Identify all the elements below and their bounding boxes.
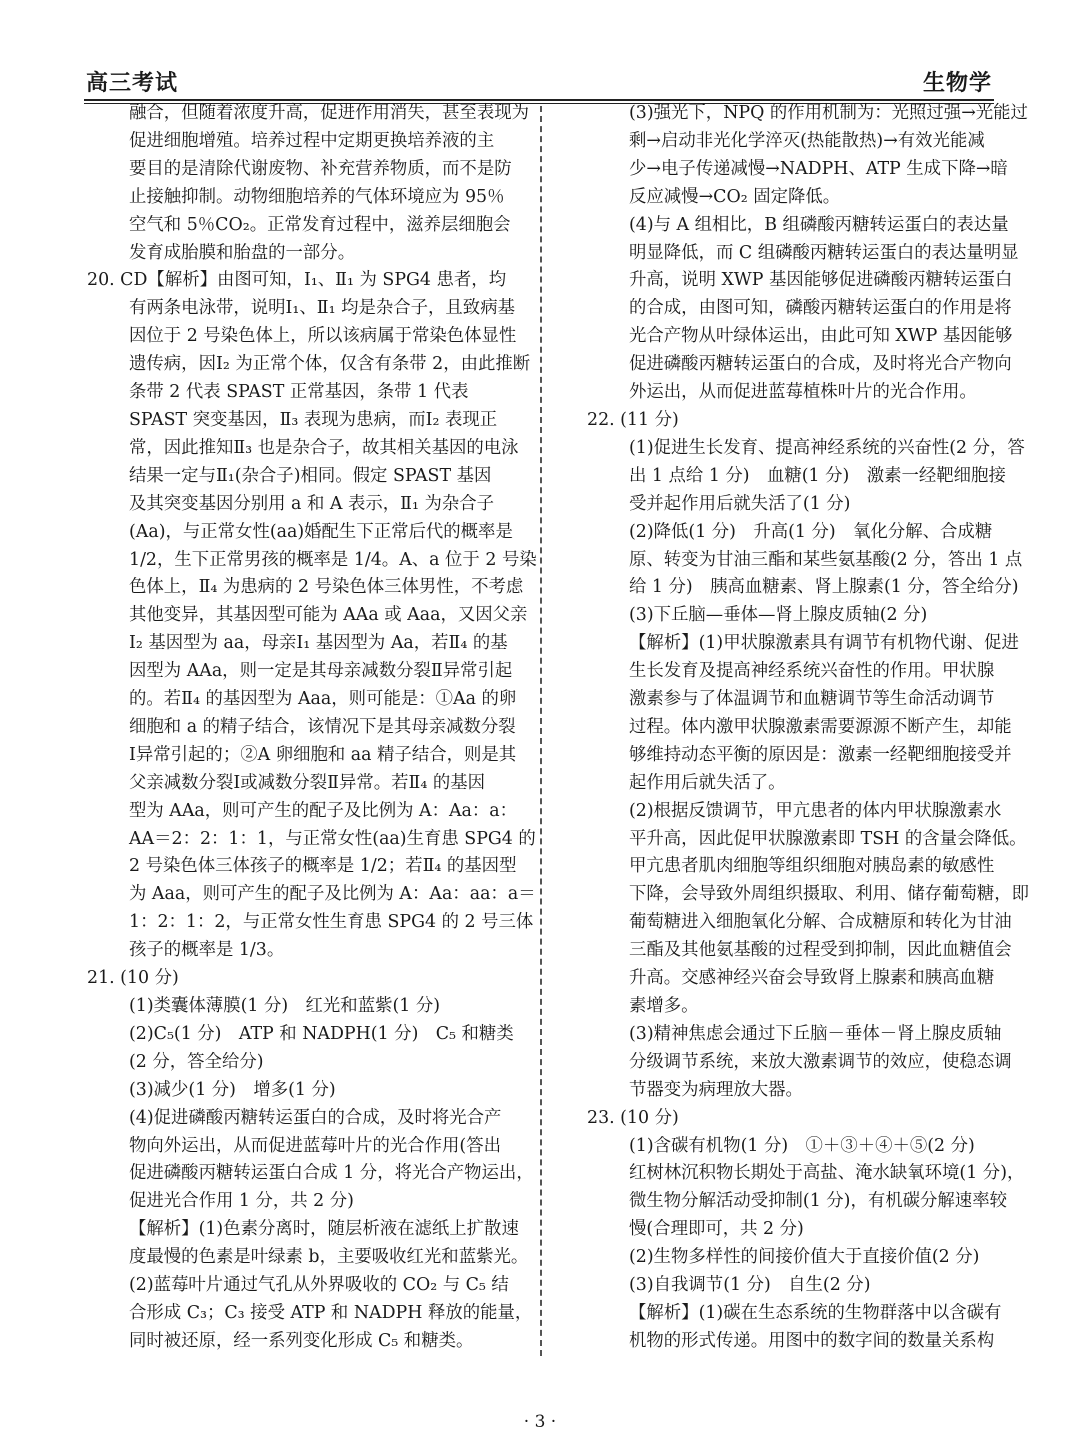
text-line: 微生物分解活动受抑制(1 分)，有机碳分解速率较 bbox=[629, 1191, 1007, 1212]
text-line: 机物的形式传递。用图中的数字间的数量关系构 bbox=[629, 1330, 995, 1351]
text-line: (1)促进生长发育、提高神经系统的兴奋性(2 分，答 bbox=[629, 437, 1025, 458]
text-line: 父亲减数分裂Ⅰ或减数分裂Ⅱ异常。若Ⅱ₄ 的基因 bbox=[129, 772, 486, 793]
left-column bbox=[87, 100, 542, 1356]
text-line: (2)蓝莓叶片通过气孔从外界吸收的 CO₂ 与 C₅ 结 bbox=[129, 1275, 509, 1296]
answer-23 bbox=[587, 1105, 1042, 1356]
text-line: 1：2：1：2，与正常女性生育患 SPG4 的 2 号三体 bbox=[129, 912, 534, 933]
text-line: (2)降低(1 分) 升高(1 分) 氧化分解、合成糖 bbox=[629, 521, 993, 542]
text-line: (4)与 A 组相比，B 组磷酸丙糖转运蛋白的表达量 bbox=[629, 214, 1009, 235]
text-line: 的合成，由图可知，磷酸丙糖转运蛋白的作用是将 bbox=[629, 298, 1012, 319]
text-line: 过程。体内激甲状腺激素需要源源不断产生，却能 bbox=[629, 716, 1012, 737]
text-line: (3)自我调节(1 分) 自生(2 分) bbox=[629, 1275, 871, 1296]
text-line: 够维持动态平衡的原因是：激素一经靶细胞接受并 bbox=[629, 744, 1012, 765]
answer-21 bbox=[87, 965, 542, 1356]
intro-block bbox=[87, 100, 542, 267]
text-line: (3)强光下，NPQ 的作用机制为：光照过强→光能过 bbox=[629, 103, 1028, 123]
text-line: 受并起作用后就失活了(1 分) bbox=[629, 493, 851, 514]
text-line: 细胞和 a 的精子结合，该情况下是其母亲减数分裂 bbox=[129, 716, 516, 737]
text-line: (2)根据反馈调节，甲亢患者的体内甲状腺激素水 bbox=[629, 800, 1002, 821]
text-line: 外运出，从而促进蓝莓植株叶片的光合作用。 bbox=[629, 382, 977, 403]
text-line: 素增多。 bbox=[629, 996, 699, 1016]
text-line: 同时被还原，经一系列变化形成 C₅ 和糖类。 bbox=[129, 1330, 474, 1351]
text-line: 促进磷酸丙糖转运蛋白的合成，及时将光合产物向 bbox=[629, 354, 1012, 375]
text-line: 及其突变基因分别用 a 和 A 表示，Ⅱ₁ 为杂合子 bbox=[129, 493, 495, 514]
text-line: 下降，会导致外周组织摄取、利用、储存葡萄糖，即 bbox=[629, 884, 1029, 905]
text-line: 其他变异，其基因型可能为 AAa 或 Aaa，又因父亲 bbox=[129, 605, 528, 626]
text-line: 明显降低，而 C 组磷酸丙糖转运蛋白的表达量明显 bbox=[629, 242, 1019, 263]
text-line: 合形成 C₃；C₃ 接受 ATP 和 NADPH 释放的能量， bbox=[129, 1302, 533, 1323]
header-right-subject: 生物学 bbox=[922, 71, 992, 96]
text-line: 常，因此推知Ⅱ₃ 也是杂合子，故其相关基因的电泳 bbox=[129, 437, 519, 458]
text-line: (2)生物多样性的间接价值大于直接价值(2 分) bbox=[629, 1247, 980, 1268]
text-line: (3)减少(1 分) 增多(1 分) bbox=[129, 1079, 336, 1100]
text-line: 要目的是清除代谢废物、补充营养物质，而不是防 bbox=[129, 158, 512, 179]
text-line: 止接触抑制。动物细胞培养的气体环境应为 95％ bbox=[129, 186, 505, 207]
page-number: · 3 · bbox=[523, 1412, 557, 1432]
text-line: 为 Aaa，则可产生的配子及比例为 A：Aa：aa：a＝ bbox=[129, 884, 536, 905]
text-line: 起作用后就失活了。 bbox=[629, 772, 786, 793]
text-line: AA＝2：2：1：1，与正常女性(aa)生育患 SPG4 的 bbox=[129, 828, 536, 849]
text-line: 融合，但随着浓度升高，促进作用消失，甚至表现为 bbox=[129, 103, 529, 123]
text-line: 促进磷酸丙糖转运蛋白合成 1 分，将光合产物运出， bbox=[129, 1163, 534, 1184]
text-line: 【解析】(1)碳在生态系统的生物群落中以含碳有 bbox=[629, 1302, 1002, 1323]
text-line: (1)类囊体薄膜(1 分) 红光和蓝紫(1 分) bbox=[129, 996, 441, 1016]
text-line: 21. (10 分) bbox=[87, 968, 179, 989]
text-line: 原、转变为甘油三酯和某些氨基酸(2 分，答出 1 点 bbox=[629, 549, 1023, 570]
text-line: 有两条电泳带，说明Ⅰ₁、Ⅱ₁ 均是杂合子，且致病基 bbox=[129, 298, 515, 319]
text-line: 生长发育及提高神经系统兴奋性的作用。甲状腺 bbox=[629, 661, 995, 682]
text-line: 度最慢的色素是叶绿素 b，主要吸收红光和蓝紫光。 bbox=[129, 1247, 529, 1268]
text-line: 的。若Ⅱ₄ 的基因型为 Aaa，则可能是：①Aa 的卵 bbox=[129, 689, 517, 710]
text-line: 因型为 AAa，则一定是其母亲减数分裂Ⅱ异常引起 bbox=[129, 661, 513, 682]
answer-20 bbox=[87, 267, 542, 965]
text-line: 20. CD【解析】由图可知，Ⅰ₁、Ⅱ₁ 为 SPG4 患者，均 bbox=[87, 270, 507, 291]
text-line: Ⅰ₂ 基因型为 aa，母亲Ⅰ₁ 基因型为 Aa，若Ⅱ₄ 的基 bbox=[129, 633, 508, 654]
text-line: 少→电子传递减慢→NADPH、ATP 生成下降→暗 bbox=[629, 158, 1008, 179]
text-line: 促进细胞增殖。培养过程中定期更换培养液的主 bbox=[129, 130, 495, 151]
text-line: 条带 2 代表 SPAST 正常基因，条带 1 代表 bbox=[129, 382, 469, 403]
text-line: 剩→启动非光化学淬灭(热能散热)→有效光能减 bbox=[629, 130, 985, 151]
text-line: 慢(合理即可，共 2 分) bbox=[629, 1219, 804, 1240]
text-line: Ⅰ异常引起的；②A 卵细胞和 aa 精子结合，则是其 bbox=[129, 744, 517, 765]
text-line: 分级调节系统，来放大激素调节的效应，使稳态调 bbox=[629, 1051, 1012, 1072]
text-line: 激素参与了体温调节和血糖调节等生命活动调节 bbox=[629, 689, 995, 710]
text-line: 平升高，因此促甲状腺激素即 TSH 的含量会降低。 bbox=[629, 828, 1027, 849]
text-line: (3)精神焦虑会通过下丘脑－垂体－肾上腺皮质轴 bbox=[629, 1023, 1002, 1044]
text-line: 22. (11 分) bbox=[587, 409, 679, 430]
text-line: 节器变为病理放大器。 bbox=[629, 1079, 803, 1100]
answer-21-continued bbox=[587, 100, 1042, 407]
text-line: 23. (10 分) bbox=[587, 1107, 679, 1128]
text-line: 反应减慢→CO₂ 固定降低。 bbox=[629, 186, 841, 207]
text-line: 因位于 2 号染色体上，所以该病属于常染色体显性 bbox=[129, 326, 517, 347]
text-line: 葡萄糖进入细胞氧化分解、合成糖原和转化为甘油 bbox=[629, 912, 1012, 933]
text-line: 促进光合作用 1 分，共 2 分) bbox=[129, 1191, 354, 1212]
text-line: 升高，说明 XWP 基因能够促进磷酸丙糖转运蛋白 bbox=[629, 270, 1013, 291]
text-line: (3)下丘脑—垂体—肾上腺皮质轴(2 分) bbox=[629, 605, 928, 626]
text-line: (1)含碳有机物(1 分) ①＋③＋④＋⑤(2 分) bbox=[629, 1135, 975, 1156]
text-line: 结果一定与Ⅱ₁(杂合子)相同。假定 SPAST 基因 bbox=[129, 465, 492, 486]
text-line: 【解析】(1)色素分离时，随层析液在滤纸上扩散速 bbox=[129, 1219, 519, 1240]
text-line: (2 分，答全给分) bbox=[129, 1051, 264, 1072]
text-line: 孩子的概率是 1/3。 bbox=[129, 940, 285, 961]
text-line: 1/2，生下正常男孩的概率是 1/4。A、a 位于 2 号染 bbox=[129, 549, 537, 570]
text-line: 型为 AAa，则可产生的配子及比例为 A：Aa：a： bbox=[129, 800, 518, 821]
text-line: 三酯及其他氨基酸的过程受到抑制，因此血糖值会 bbox=[629, 940, 1012, 961]
text-line: 物向外运出，从而促进蓝莓叶片的光合作用(答出 bbox=[129, 1135, 501, 1156]
text-line: 给 1 分) 胰高血糖素、肾上腺素(1 分，答全给分) bbox=[629, 577, 1019, 598]
text-line: (Aa)，与正常女性(aa)婚配生下正常后代的概率是 bbox=[129, 521, 513, 542]
text-line: 红树林沉积物长期处于高盐、淹水缺氧环境(1 分)， bbox=[629, 1163, 1025, 1184]
text-line: 升高。交感神经兴奋会导致肾上腺素和胰高血糖 bbox=[629, 968, 995, 989]
text-line: SPAST 突变基因，Ⅱ₃ 表现为患病，而Ⅰ₂ 表现正 bbox=[129, 409, 498, 430]
text-line: 发育成胎膜和胎盘的一部分。 bbox=[129, 242, 356, 263]
answer-22 bbox=[587, 407, 1042, 1105]
text-line: 2 号染色体三体孩子的概率是 1/2；若Ⅱ₄ 的基因型 bbox=[129, 856, 517, 877]
text-line: 甲亢患者肌肉细胞等组织细胞对胰岛素的敏感性 bbox=[629, 856, 995, 877]
text-line: 空气和 5％CO₂。正常发育过程中，滋养层细胞会 bbox=[129, 214, 511, 235]
text-line: 光合产物从叶绿体运出，由此可知 XWP 基因能够 bbox=[629, 326, 1013, 347]
text-line: (2)C₅(1 分) ATP 和 NADPH(1 分) C₅ 和糖类 bbox=[129, 1023, 514, 1044]
header-left-title: 高三考试 bbox=[86, 71, 179, 96]
text-line: 色体上，Ⅱ₄ 为患病的 2 号染色体三体男性，不考虑 bbox=[129, 577, 524, 598]
text-line: 遗传病，因Ⅰ₂ 为正常个体，仅含有条带 2，由此推断 bbox=[129, 354, 531, 375]
text-line: 【解析】(1)甲状腺激素具有调节有机物代谢、促进 bbox=[629, 633, 1019, 654]
text-line: 出 1 点给 1 分) 血糖(1 分) 激素一经靶细胞接 bbox=[629, 465, 1006, 486]
right-column bbox=[587, 100, 1042, 1356]
text-line: (4)促进磷酸丙糖转运蛋白的合成，及时将光合产 bbox=[129, 1107, 502, 1128]
